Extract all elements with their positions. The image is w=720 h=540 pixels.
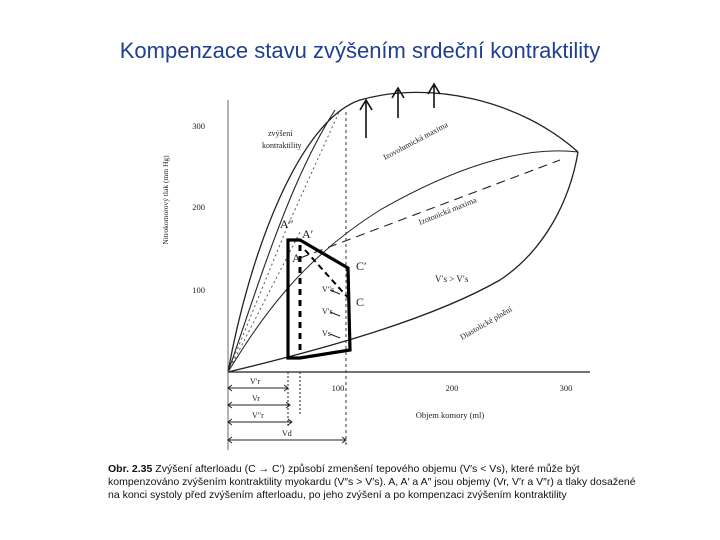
diastolic-filling-curve — [228, 152, 578, 372]
label-vr-prime: V′r — [250, 377, 261, 386]
figure-caption — [108, 463, 640, 502]
label-diastolic: Diastolické plnění — [458, 304, 514, 342]
x-tick-100: 100 — [331, 383, 345, 393]
point-a-prime: A′ — [302, 227, 314, 241]
arrow-vs — [330, 334, 340, 338]
label-vs-double: V″s — [322, 285, 335, 294]
label-isotonic: Izotonická maxima — [417, 195, 478, 227]
x-axis-label: Objem komory (ml) — [415, 410, 485, 420]
label-vs-prime: V′s — [322, 307, 333, 316]
point-a: A — [292, 251, 301, 265]
isotonic-maxima-curve — [228, 151, 578, 372]
label-isovolumic: Izovolumická maxima — [381, 120, 450, 162]
y-tick-100: 100 — [192, 285, 205, 295]
label-vr-double: V″r — [252, 411, 264, 420]
label-vs: Vs — [322, 329, 331, 338]
label-vd: Vd — [282, 429, 292, 438]
point-a-double: A″ — [280, 217, 294, 231]
label-contractility-2: kontraktility — [262, 141, 302, 150]
x-tick-300: 300 — [559, 383, 573, 393]
y-tick-300: 300 — [192, 121, 205, 131]
label-contractility-1: zvýšení — [268, 129, 293, 138]
dashed-afterload-line — [300, 160, 560, 258]
y-tick-labels — [192, 121, 205, 295]
label-relation: V′s > V′s — [435, 274, 469, 284]
point-c: C — [356, 295, 365, 309]
label-vr: Vr — [252, 394, 260, 403]
x-tick-labels — [332, 383, 573, 393]
pressure-volume-diagram — [150, 80, 600, 460]
y-tick-200: 200 — [192, 202, 205, 212]
up-arrow-1 — [360, 100, 372, 138]
point-c-prime: C′ — [356, 259, 367, 273]
x-tick-200: 200 — [445, 383, 459, 393]
caption-label: Obr. 2.35 — [108, 463, 153, 475]
y-axis-label: Nitrokomorový tlak (mm Hg) — [161, 155, 170, 245]
caption-text: Zvýšení afterloadu (C → C′) způsobí zmenšení tepového objemu (V′s < Vs), které může být kompenzováno zvýšením kontraktility myokardu (V″s > V′s). A, A′ a A″ jsou objemy (Vr, V′r a V″r) a tlaky dosažené na konci systoly před zvýšením afterloadu, po jeho zvýšení a po kompenzaci zvýšením kontraktility — [108, 463, 636, 501]
up-arrow-3 — [428, 84, 440, 108]
slide-title: Kompenzace stavu zvýšením srdeční kontraktility — [119, 38, 601, 63]
